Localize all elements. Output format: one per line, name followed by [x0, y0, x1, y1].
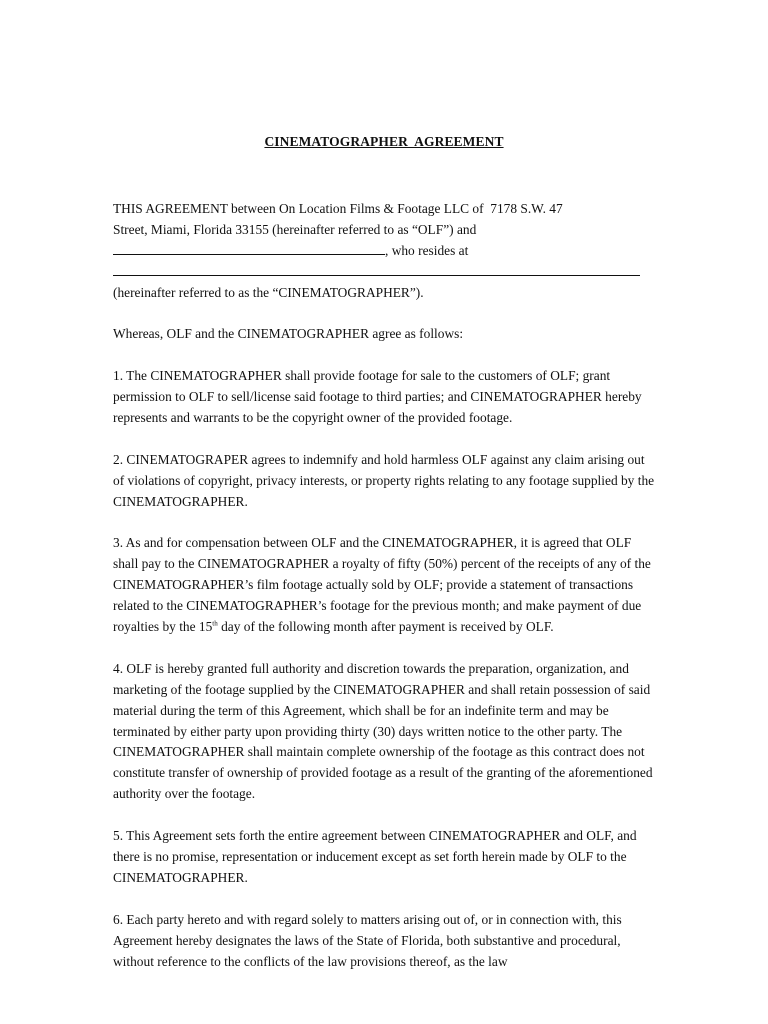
cinematographer-name-blank: [113, 242, 385, 255]
preamble-line-3-suffix: , who resides at: [385, 242, 469, 258]
preamble-line-5: (hereinafter referred to as the “CINEMATOGRAPHER”).: [113, 284, 424, 300]
clause-3-text-end: day of the following month after payment is received by OLF.: [217, 619, 554, 635]
clause-3: [113, 533, 658, 638]
document-title: CINEMATOGRAPHER AGREEMENT: [264, 134, 504, 149]
preamble-line-1: THIS AGREEMENT between On Location Films & Footage LLC of 7178 S.W. 47: [113, 201, 563, 216]
cinematographer-address-blank: [113, 263, 640, 276]
clause-3-text: 3. As and for compensation between OLF and the CINEMATOGRAPHER, it is agreed that OLF shall pay to the CINEMATOGRAPHER a royalty of fifty (50%) percent of the receipts of any of the CINEMATOGRAPHER’s film footage actually sold by OLF; provide a statement of transactions related to the CINEMATOGRAPHER’s footage for the previous month; and make payment of due royalties by the 15: [113, 535, 651, 635]
clause-1: 1. The CINEMATOGRAPHER shall provide footage for sale to the customers of OLF; grant permission to OLF to sell/license said footage to third parties; and CINEMATOGRAPHER hereby represents and warrants to be the copyright owner of the provided footage.: [113, 368, 642, 426]
preamble-line-2: Street, Miami, Florida 33155 (hereinafter referred to as “OLF”) and: [113, 221, 477, 237]
ordinal-suffix: th: [212, 619, 218, 628]
document-body: [113, 199, 658, 993]
clause-6: 6. Each party hereto and with regard solely to matters arising out of, or in connection with, this Agreement hereby designates the laws of the State of Florida, both substantive and procedural, without reference to the conflicts of the law provisions thereof, as the law: [113, 911, 622, 969]
clause-5: 5. This Agreement sets forth the entire agreement between CINEMATOGRAPHER and OLF, and there is no promise, representation or inducement except as set forth herein made by OLF to the CINEMATOGRAPHER.: [113, 828, 637, 885]
clause-4: 4. OLF is hereby granted full authority and discretion towards the preparation, organization, and marketing of the footage supplied by the CINEMATOGRAPHER and shall retain possession of said material during the term of this Agreement, which shall be for an indefinite term and may be terminated by either party upon providing thirty (30) days written notice to the other party. The CINEMATOGRAPHER shall maintain complete ownership of the footage as this contract does not constitute transfer of ownership of provided footage as a result of the granting of the aforementioned authority over the footage.: [113, 660, 653, 802]
clause-2: 2. CINEMATOGRAPER agrees to indemnify and hold harmless OLF against any claim arising out of violations of copyright, privacy interests, or property rights relating to any footage supplied by the CINEMATOGRAPHER.: [113, 451, 655, 509]
whereas-paragraph: Whereas, OLF and the CINEMATOGRAPHER agree as follows:: [113, 326, 464, 342]
preamble-paragraph: [113, 199, 658, 304]
